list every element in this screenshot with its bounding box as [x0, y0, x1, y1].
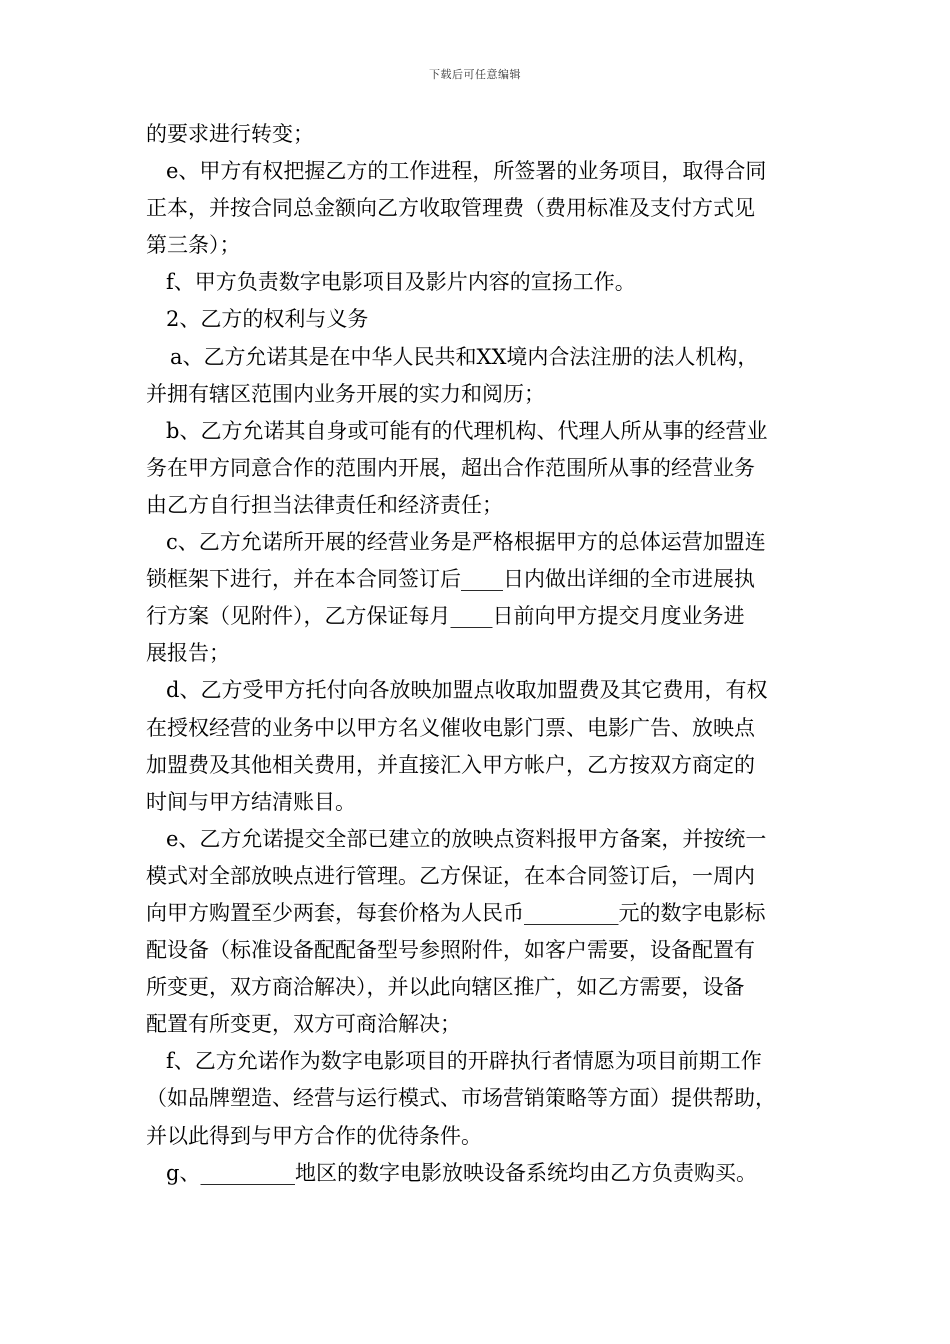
text-line: 锁框架下进行，并在本合同签订后____日内做出详细的全市进展执 [146, 567, 755, 592]
text-line: 加盟费及其他相关费用，并直接汇入甲方帐户，乙方按双方商定的 [146, 752, 755, 777]
text-line: 所变更，双方商洽解决），并以此向辖区推广，如乙方需要，设备 [146, 975, 745, 1000]
text-line: f、乙方允诺作为数字电影项目的开辟执行者情愿为项目前期工作 [166, 1049, 762, 1074]
text-line: a、乙方允诺其是在中华人民共和XX境内合法注册的法人机构， [170, 344, 759, 369]
text-line: 配设备（标准设备配配备型号参照附件，如客户需要，设备配置有 [146, 938, 755, 963]
text-line: 务在甲方同意合作的范围内开展，超出合作范围所从事的经营业务 [146, 455, 755, 480]
text-line: 由乙方自行担当法律责任和经济责任； [146, 492, 503, 517]
text-line: 配置有所变更，双方可商洽解决； [146, 1012, 461, 1037]
text-line: f、甲方负责数字电影项目及影片内容的宣扬工作。 [166, 270, 636, 295]
section-heading: 2、乙方的权利与义务 [166, 307, 369, 332]
text-line: 行方案（见附件），乙方保证每月____日前向甲方提交月度业务进 [146, 604, 745, 629]
text-line: d、乙方受甲方托付向各放映加盟点收取加盟费及其它费用，有权 [166, 678, 768, 703]
text-line: g、_________地区的数字电影放映设备系统均由乙方负责购买。 [166, 1160, 757, 1185]
text-line: 展报告； [146, 641, 230, 666]
page-header: 下载后可任意编辑 [429, 68, 521, 81]
text-line: 第三条）； [146, 233, 241, 258]
text-line: 向甲方购置至少两套，每套价格为人民币_________元的数字电影标 [146, 900, 766, 925]
text-line: 并拥有辖区范围内业务开展的实力和阅历； [146, 381, 545, 406]
text-line: c、乙方允诺所开展的经营业务是严格根据甲方的总体运营加盟连 [166, 530, 766, 555]
text-line: b、乙方允诺其自身或可能有的代理机构、代理人所从事的经营业 [166, 418, 768, 443]
text-line: 并以此得到与甲方合作的优待条件。 [146, 1123, 482, 1148]
text-line: 在授权经营的业务中以甲方名义催收电影门票、电影广告、放映点 [146, 715, 755, 740]
text-line: （如品牌塑造、经营与运行模式、市场营销策略等方面）提供帮助， [146, 1086, 776, 1111]
text-line: 模式对全部放映点进行管理。乙方保证，在本合同签订后，一周内 [146, 863, 755, 888]
text-line: 正本，并按合同总金额向乙方收取管理费（费用标准及支付方式见 [146, 196, 755, 221]
document-body [146, 116, 808, 1192]
text-line: 时间与甲方结清账目。 [146, 789, 356, 814]
text-line: 的要求进行转变； [146, 122, 314, 146]
text-line: e、甲方有权把握乙方的工作进程，所签署的业务项目，取得合同 [166, 159, 767, 184]
text-line: e、乙方允诺提交全部已建立的放映点资料报甲方备案，并按统一 [166, 826, 767, 851]
